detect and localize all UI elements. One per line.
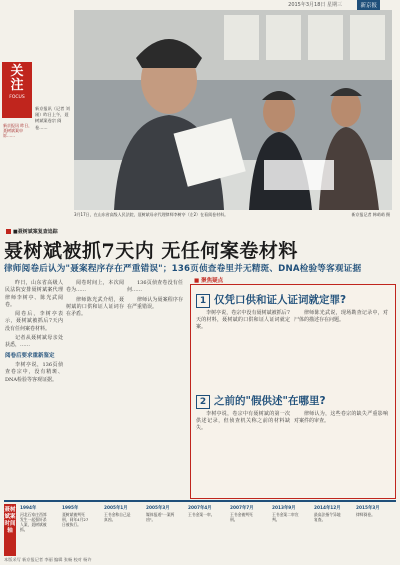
photo-credit: 新京报记者 韩萌萌 摄 [351,212,390,217]
timeline-item [104,506,134,522]
kicker: ■聂树斌案复查追踪 [6,228,58,235]
article-column-1 [5,280,63,386]
timeline-item [146,506,176,522]
timeline-date: 2007年4月 [188,506,212,511]
news-photo [74,10,392,210]
timeline [4,500,396,558]
photo-side-caption: 新京报讯（记者 刘刚）昨日上午，聂树斌案卷宗 阅卷…… [35,106,70,130]
question-1-col-a [196,310,290,332]
focus-en: FOCUS [9,95,25,100]
focus-char-1: 关 [10,64,24,79]
paragraph: 李树亭说，卷宗中有聂树斌的第一次供述记录，但侦查机关称之前的材料缺失。 [196,411,290,432]
question-2-title [196,393,326,409]
focus-badge [2,62,32,118]
timeline-text: 王书金称自己是真凶。 [104,512,131,522]
timeline-text: 王书金被判死刑。 [230,512,253,522]
paragraph: 李树亭说，卷宗中没有聂树斌被抓后7天的材料，聂树斌的口供和证人证词就定案。 [196,310,290,331]
timeline-text: 河北石家庄西郊发生一起强奸杀人案，聂树斌被抓。 [20,512,47,532]
paragraph: 阅卷时间上，本次阅卷为…… [66,280,124,294]
question-2-col-a [196,411,290,433]
article-subheading: 阅卷后要求重新鉴定 [5,352,55,359]
question-2-col-b [294,411,388,425]
timeline-text: 王书金案一审。 [188,512,215,517]
timeline-text: 律师阅卷。 [356,512,375,517]
sidebar-heading: ■ 聚焦疑点 [194,278,224,284]
timeline-text: 聂树斌被判死刑，同年4月27日被执行。 [62,512,89,527]
question-1-title [196,292,346,308]
timeline-item [272,506,302,522]
timeline-date: 1994年 [20,506,37,511]
timeline-date: 2007年7月 [230,506,254,511]
focus-char-2: 注 [10,78,24,93]
question-1-col-b [294,310,388,324]
timeline-item [230,506,260,522]
timeline-item [62,506,92,527]
timeline-date: 2005年3月 [146,506,170,511]
question-text: 之前的"假供述"在哪里? [214,395,326,407]
timeline-item [20,506,50,532]
timeline-date: 2005年1月 [104,506,128,511]
timeline-label: 聂树斌案时间轴 [4,504,16,556]
paragraph: 昨日，山东省高级人民法院安排聂树斌案代理律师李树亭、陈光武阅卷。 [5,280,63,308]
photo-illustration [74,10,392,210]
subheadline: 律师阅卷后认为"聂案程序存在严重错误"；136页侦查卷里并无精斑、DNA检验等客观证据 [4,264,362,274]
timeline-text: 媒体报道"一案两凶"。 [146,512,175,522]
paper-name: 新京报 [357,0,380,10]
timeline-text: 最高法指令异地复查。 [314,512,341,522]
timeline-item [314,506,344,522]
timeline-date: 2015年3月 [356,506,380,511]
question-text: 仅凭口供和证人证词就定罪? [214,294,347,306]
article-column-3 [127,280,183,313]
question-number: 1 [196,294,210,308]
timeline-date: 2014年12月 [314,506,341,511]
paragraph: 136页侦查卷没有任何…… [127,280,183,294]
paragraph: 记者从聂树斌母亲处获悉，…… [5,335,63,349]
paragraph: 律师陈光武介绍，聂树斌的口供和证人证词存在矛盾。 [66,296,124,318]
paragraph: 律师认为聂案程序存在严重错误。 [127,296,183,310]
reporter-note: 新京报讯 昨日，聂树斌案申诉…… [3,123,33,138]
paragraph: 李树亭说，136页侦查卷宗中，没有精斑、DNA检验等客观证据。 [5,361,63,383]
question-number: 2 [196,395,210,409]
header-date: 2015年3月18日 星期三 [288,2,342,8]
timeline-item [356,506,386,517]
paragraph: 律师认为，这些卷宗的缺失严重影响对案件的审查。 [294,411,388,425]
timeline-text: 王书金案二审宣判。 [272,512,299,522]
paragraph: 律师陈光武说，现场勘查记录中，对尸体的描述存在问题。 [294,310,388,324]
photo-caption: 3月17日，在山东省高级人民法院，聂树斌母亲代理律师李树亭（左2）在看阅卷材料。 [74,212,229,217]
page-footer: 本版采写 新京报记者 李丽 编辑 张畅 校对 杨许 [4,557,92,562]
timeline-item [188,506,218,517]
timeline-date: 1995年 [62,506,79,511]
page-header [0,0,400,8]
headline: 聂树斌被抓7天内 无任何案卷材料 [4,240,298,262]
timeline-date: 2013年9月 [272,506,296,511]
article-column-2 [66,280,124,320]
paragraph: 阅卷后，李树亭表示，聂树斌被抓后7天内没有任何案卷材料。 [5,311,63,332]
